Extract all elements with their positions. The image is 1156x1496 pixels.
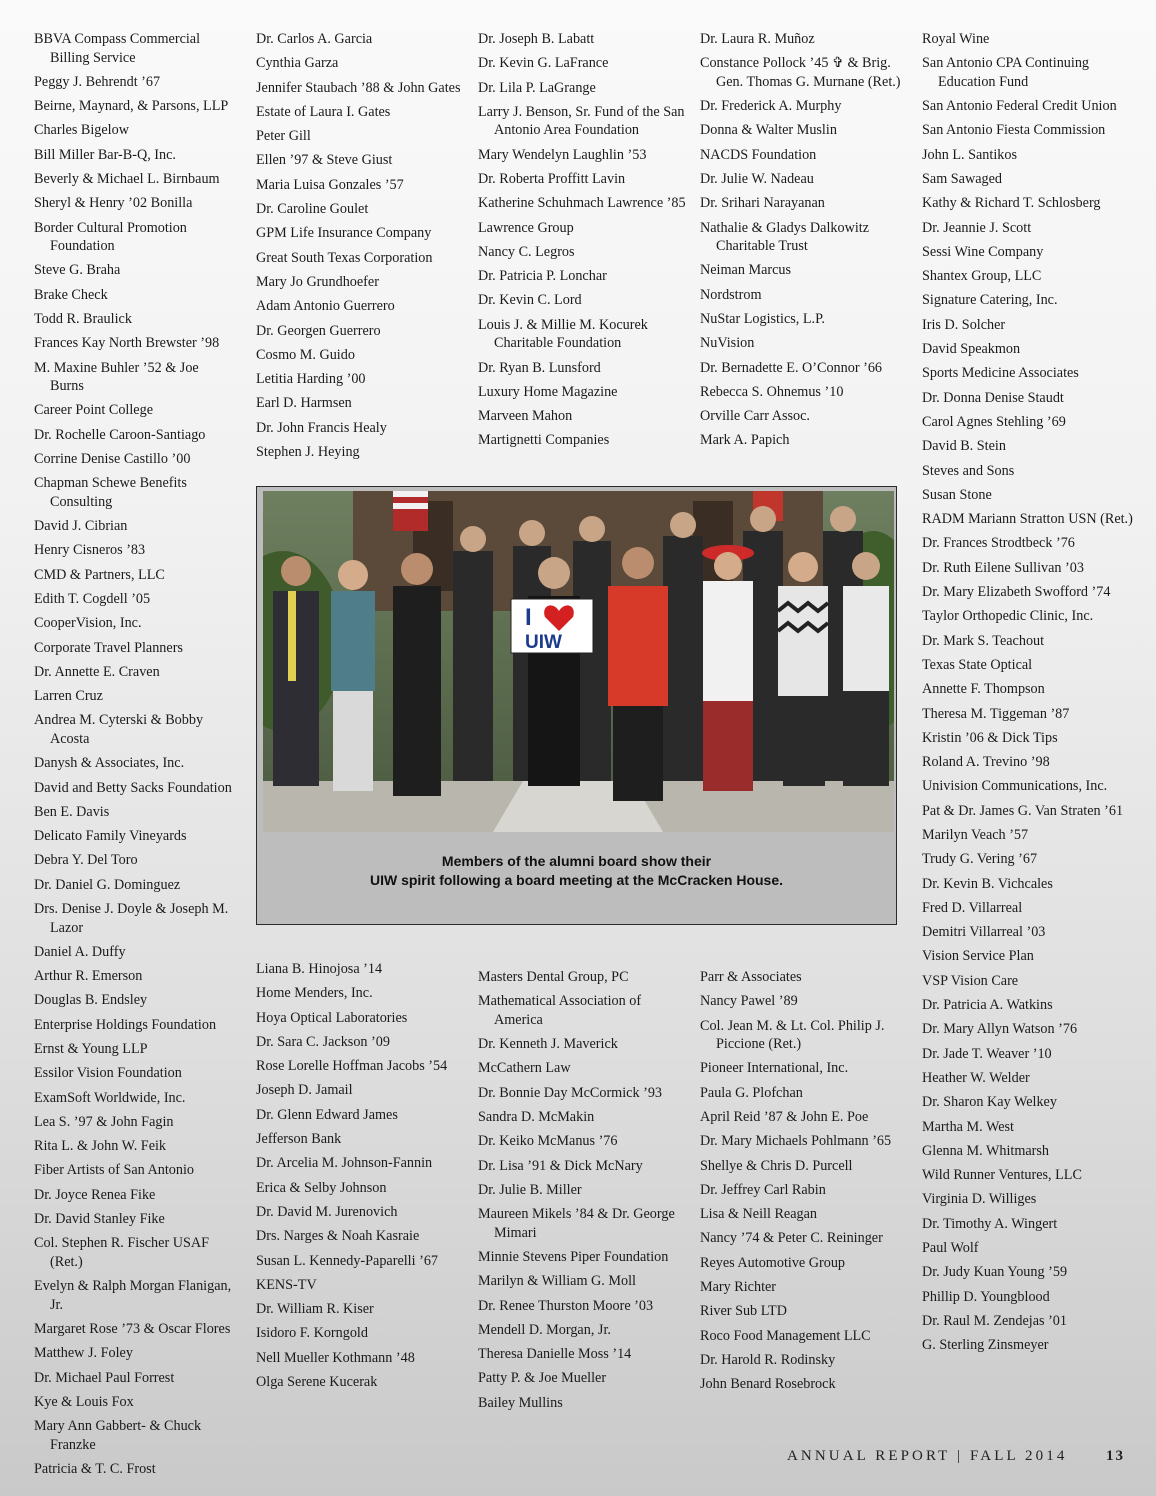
donor-name: Brake Check — [34, 286, 108, 303]
donor-list-column-4-top — [700, 30, 910, 456]
donor-name: Andrea M. Cyterski & Bobby Acosta — [34, 712, 204, 747]
donor-list-column-2-bottom — [256, 960, 466, 1397]
donor-name: Dr. Kevin C. Lord — [478, 292, 582, 309]
donor-name: Arthur R. Emerson — [34, 968, 143, 985]
donor-name: Mary Wendelyn Laughlin ’53 — [478, 146, 647, 163]
donor-name: Taylor Orthopedic Clinic, Inc. — [922, 608, 1094, 625]
donor-name: RADM Mariann Stratton USN (Ret.) — [922, 511, 1133, 528]
donor-name: San Antonio Federal Credit Union — [922, 98, 1117, 115]
donor-name: Marilyn Veach ’57 — [922, 827, 1029, 843]
donor-list-column-2-top — [256, 30, 466, 467]
donor-name: Peter Gill — [256, 128, 311, 145]
donor-name: Dr. Kevin B. Vichcales — [922, 875, 1053, 892]
donor-list-column-4-bottom — [700, 968, 910, 1400]
donor-name: Sports Medicine Associates — [922, 365, 1079, 382]
donor-name: Dr. Caroline Goulet — [256, 201, 369, 218]
donor-name: Sam Sawaged — [922, 170, 1002, 187]
donor-list-column-5 — [922, 30, 1140, 1361]
donor-name: Orville Carr Assoc. — [700, 408, 810, 425]
caption-line-2: UIW spirit following a board meeting at the McCracken House. — [369, 872, 784, 888]
donor-name: Cosmo M. Guido — [256, 346, 355, 363]
donor-name: Donna & Walter Muslin — [700, 122, 837, 139]
donor-name: Dr. Sharon Kay Welkey — [922, 1094, 1057, 1111]
donor-name: Iris D. Solcher — [922, 316, 1006, 333]
donor-name: Bill Miller Bar-B-Q, Inc. — [34, 146, 176, 163]
donor-name: Roland A. Trevino ’98 — [922, 754, 1050, 771]
donor-name: Col. Stephen R. Fischer USAF (Ret.) — [34, 1235, 209, 1270]
donor-name: Frances Kay North Brewster ’98 — [34, 335, 220, 352]
donor-name: John L. Santikos — [922, 146, 1017, 163]
donor-name: Dr. David Stanley Fike — [34, 1211, 165, 1228]
donor-name: Erica & Selby Johnson — [256, 1179, 387, 1196]
donor-name: Mary Jo Grundhoefer — [256, 273, 379, 290]
donor-name: Signature Catering, Inc. — [922, 292, 1058, 309]
donor-name: NuStar Logistics, L.P. — [700, 310, 825, 327]
donor-name: Rita L. & John W. Feik — [34, 1138, 167, 1155]
donor-name: Dr. Jeannie J. Scott — [922, 219, 1032, 236]
donor-name: Carol Agnes Stehling ’69 — [922, 413, 1066, 430]
donor-name: Dr. Renee Thurston Moore ’03 — [478, 1297, 654, 1314]
donor-name: Danysh & Associates, Inc. — [34, 755, 185, 772]
donor-name: Steves and Sons — [922, 462, 1015, 479]
donor-name: Steve G. Braha — [34, 262, 121, 279]
donor-name: Dr. Georgen Guerrero — [256, 322, 381, 339]
donor-name: Stephen J. Heying — [256, 444, 360, 461]
donor-name: David and Betty Sacks Foundation — [34, 779, 232, 796]
group-photo — [263, 491, 894, 832]
donor-name: Virginia D. Williges — [922, 1191, 1037, 1208]
donor-name: Corrine Denise Castillo ’00 — [34, 450, 191, 467]
donor-name: Col. Jean M. & Lt. Col. Philip J. Piccione (Ret.) — [700, 1017, 885, 1053]
donor-name: Dr. Kevin G. LaFrance — [478, 55, 609, 72]
donor-name: Dr. Jade T. Weaver ’10 — [922, 1045, 1052, 1062]
donor-name: Dr. Frances Strodtbeck ’76 — [922, 535, 1075, 552]
donor-name: NACDS Foundation — [700, 146, 817, 163]
donor-name: Joseph D. Jamail — [256, 1082, 353, 1099]
donor-name: Marilyn & William G. Moll — [478, 1273, 636, 1290]
donor-name: Reyes Automotive Group — [700, 1254, 846, 1271]
donor-name: Paula G. Plofchan — [700, 1084, 803, 1101]
donor-name: Nancy Pawel ’89 — [700, 993, 798, 1010]
donor-list-column-3-top — [478, 30, 688, 456]
donor-name: Dr. Carlos A. Garcia — [256, 31, 373, 47]
donor-name: Daniel A. Duffy — [34, 943, 126, 960]
donor-name: David B. Stein — [922, 438, 1006, 455]
donor-name: Dr. Roberta Proffitt Lavin — [478, 170, 626, 187]
donor-name: Nancy ’74 & Peter C. Reininger — [700, 1230, 883, 1247]
donor-name: David Speakmon — [922, 341, 1021, 358]
donor-name: Beirne, Maynard, & Parsons, LLP — [34, 98, 229, 115]
donor-name: Dr. Frederick A. Murphy — [700, 98, 842, 115]
donor-name: Career Point College — [34, 402, 153, 419]
donor-name: Paul Wolf — [922, 1240, 979, 1257]
donor-name: Nordstrom — [700, 286, 762, 303]
donor-name: Lea S. ’97 & John Fagin — [34, 1113, 174, 1130]
donor-name: Dr. Mary Michaels Pohlmann ’65 — [700, 1133, 892, 1150]
donor-name: Mark A. Papich — [700, 432, 790, 449]
donor-name: Kathy & Richard T. Schlosberg — [922, 195, 1101, 212]
donor-name: Great South Texas Corporation — [256, 249, 433, 266]
donor-name: Dr. John Francis Healy — [256, 419, 387, 436]
donor-name: Demitri Villarreal ’03 — [922, 924, 1046, 941]
donor-name: Evelyn & Ralph Morgan Flanigan, Jr. — [34, 1278, 232, 1313]
donor-name: NuVision — [700, 335, 755, 352]
donor-name: KENS-TV — [256, 1276, 317, 1293]
donor-name: Dr. Timothy A. Wingert — [922, 1215, 1058, 1232]
donor-name: Douglas B. Endsley — [34, 992, 148, 1009]
donor-name: Mary Ann Gabbert- & Chuck Franzke — [34, 1418, 202, 1453]
donor-name: Royal Wine — [922, 31, 990, 47]
donor-name: Mathematical Association of America — [478, 993, 642, 1028]
donor-name: San Antonio CPA Continuing Education Fund — [922, 55, 1090, 90]
donor-name: San Antonio Fiesta Commission — [922, 122, 1106, 139]
donor-name: Susan L. Kennedy-Paparelli ’67 — [256, 1252, 439, 1269]
sign-letter-i: I — [525, 604, 532, 631]
donor-name: Matthew J. Foley — [34, 1345, 133, 1362]
donor-name: Larry J. Benson, Sr. Fund of the San Antonio Area Foundation — [478, 103, 685, 139]
donor-name: Drs. Narges & Noah Kasraie — [256, 1228, 420, 1245]
group-photo-illustration — [263, 491, 894, 832]
photo-caption — [257, 852, 896, 890]
donor-name: VSP Vision Care — [922, 972, 1019, 989]
donor-name: Olga Serene Kucerak — [256, 1374, 378, 1391]
donor-name: Sessi Wine Company — [922, 243, 1044, 260]
donor-name: ExamSoft Worldwide, Inc. — [34, 1089, 186, 1106]
donor-name: Shellye & Chris D. Purcell — [700, 1157, 853, 1174]
donor-name: G. Sterling Zinsmeyer — [922, 1337, 1049, 1354]
donor-name: Nathalie & Gladys Dalkowitz Charitable Trust — [700, 219, 870, 255]
donor-name: Fiber Artists of San Antonio — [34, 1162, 195, 1179]
donor-name: M. Maxine Buhler ’52 & Joe Burns — [34, 359, 199, 395]
donor-name: Ellen ’97 & Steve Giust — [256, 152, 393, 169]
donor-name: Maureen Mikels ’84 & Dr. George Mimari — [478, 1206, 675, 1241]
donor-name: Dr. Keiko McManus ’76 — [478, 1133, 618, 1150]
donor-name: Edith T. Cogdell ’05 — [34, 590, 151, 607]
donor-name: John Benard Rosebrock — [700, 1376, 836, 1393]
donor-name: Susan Stone — [922, 486, 992, 503]
donor-name: Dr. David M. Jurenovich — [256, 1203, 398, 1220]
donor-name: Ben E. Davis — [34, 803, 110, 820]
donor-name: Dr. Kenneth J. Maverick — [478, 1036, 618, 1053]
donor-name: River Sub LTD — [700, 1303, 787, 1320]
donor-name: Pat & Dr. James G. Van Straten ’61 — [922, 802, 1124, 819]
donor-name: Debra Y. Del Toro — [34, 852, 138, 869]
donor-name: Enterprise Holdings Foundation — [34, 1016, 217, 1033]
donor-name: Home Menders, Inc. — [256, 985, 373, 1002]
donor-name: Dr. Mark S. Teachout — [922, 632, 1045, 649]
donor-name: Sheryl & Henry ’02 Bonilla — [34, 195, 193, 212]
donor-name: Rose Lorelle Hoffman Jacobs ’54 — [256, 1058, 448, 1075]
donor-name: Patricia & T. C. Frost — [34, 1460, 156, 1477]
donor-name: Dr. Rochelle Caroon-Santiago — [34, 426, 206, 443]
donor-name: BBVA Compass Commercial Billing Service — [34, 31, 201, 66]
caption-line-1: Members of the alumni board show their — [441, 853, 712, 869]
donor-name: David J. Cibrian — [34, 518, 128, 535]
donor-name: Marveen Mahon — [478, 408, 573, 425]
donor-name: GPM Life Insurance Company — [256, 225, 432, 242]
donor-name: Theresa Danielle Moss ’14 — [478, 1346, 632, 1363]
donor-name: Drs. Denise J. Doyle & Joseph M. Lazor — [34, 901, 229, 936]
donor-name: Hoya Optical Laboratories — [256, 1009, 408, 1026]
donor-name: Phillip D. Youngblood — [922, 1288, 1050, 1305]
donor-name: Ernst & Young LLP — [34, 1040, 148, 1057]
donor-name: Parr & Associates — [700, 969, 802, 985]
donor-name: Cynthia Garza — [256, 55, 339, 72]
donor-name: Dr. Laura R. Muñoz — [700, 31, 815, 47]
donor-name: Fred D. Villarreal — [922, 899, 1023, 916]
donor-name: Dr. Srihari Narayanan — [700, 195, 825, 212]
donor-name: Luxury Home Magazine — [478, 383, 618, 400]
donor-name: Bailey Mullins — [478, 1394, 563, 1411]
donor-name: Chapman Schewe Benefits Consulting — [34, 475, 187, 510]
sign-text-uiw: UIW — [525, 632, 562, 653]
donor-name: Mendell D. Morgan, Jr. — [478, 1321, 611, 1338]
donor-name: April Reid ’87 & John E. Poe — [700, 1108, 869, 1125]
donor-name: Dr. Sara C. Jackson ’09 — [256, 1033, 390, 1050]
donor-name: Henry Cisneros ’83 — [34, 542, 146, 559]
donor-name: Dr. Mary Allyn Watson ’76 — [922, 1021, 1078, 1038]
donor-name: Minnie Stevens Piper Foundation — [478, 1248, 669, 1265]
donor-name: Annette F. Thompson — [922, 681, 1045, 698]
donor-name: Dr. Harold R. Rodinsky — [700, 1351, 836, 1368]
donor-name: Dr. Daniel G. Dominguez — [34, 876, 181, 893]
donor-name: Todd R. Braulick — [34, 310, 132, 327]
donor-name: Trudy G. Vering ’67 — [922, 851, 1038, 868]
donor-name: Jennifer Staubach ’88 & John Gates — [256, 79, 461, 96]
donor-name: Maria Luisa Gonzales ’57 — [256, 176, 404, 193]
donor-name: Pioneer International, Inc. — [700, 1060, 849, 1077]
donor-name: Martha M. West — [922, 1118, 1014, 1135]
donor-name: Dr. Arcelia M. Johnson-Fannin — [256, 1155, 433, 1172]
donor-name: Delicato Family Vineyards — [34, 828, 187, 845]
footer-title: ANNUAL REPORT | FALL 2014 — [787, 1448, 1068, 1464]
donor-name: Liana B. Hinojosa ’14 — [256, 961, 383, 977]
donor-name: Dr. Patricia P. Lonchar — [478, 268, 607, 285]
donor-name: Isidoro F. Korngold — [256, 1325, 368, 1342]
donor-name: Dr. Judy Kuan Young ’59 — [922, 1264, 1068, 1281]
donor-name: Beverly & Michael L. Birnbaum — [34, 170, 220, 187]
donor-name: Dr. Joseph B. Labatt — [478, 31, 595, 47]
donor-name: CMD & Partners, LLC — [34, 566, 165, 583]
donor-name: Adam Antonio Guerrero — [256, 298, 395, 315]
donor-name: Estate of Laura I. Gates — [256, 103, 391, 120]
donor-name: Sandra D. McMakin — [478, 1108, 595, 1125]
donor-name: Dr. Mary Elizabeth Swofford ’74 — [922, 584, 1111, 601]
donor-name: Dr. Ruth Eilene Sullivan ’03 — [922, 559, 1084, 576]
donor-name: Neiman Marcus — [700, 262, 792, 279]
donor-name: Masters Dental Group, PC — [478, 969, 629, 985]
donor-name: Nell Mueller Kothmann ’48 — [256, 1349, 415, 1366]
donor-name: Earl D. Harmsen — [256, 395, 352, 412]
donor-name: Dr. Joyce Renea Fike — [34, 1186, 156, 1203]
donor-name: Roco Food Management LLC — [700, 1327, 871, 1344]
donor-name: Margaret Rose ’73 & Oscar Flores — [34, 1320, 231, 1337]
donor-name: Texas State Optical — [922, 656, 1033, 673]
donor-name: Heather W. Welder — [922, 1069, 1030, 1086]
donor-name: Constance Pollock ’45 ✞ & Brig. Gen. Thomas G. Murnane (Ret.) — [700, 55, 901, 90]
donor-name: Larren Cruz — [34, 688, 103, 705]
donor-name: Vision Service Plan — [922, 948, 1034, 965]
donor-name: Dr. Glenn Edward James — [256, 1106, 398, 1123]
donor-name: Dr. Lila P. LaGrange — [478, 79, 596, 96]
donor-name: Border Cultural Promotion Foundation — [34, 219, 187, 255]
donor-name: Dr. Annette E. Craven — [34, 663, 160, 680]
donor-name: Dr. Julie W. Nadeau — [700, 170, 814, 187]
donor-name: Jefferson Bank — [256, 1131, 342, 1148]
donor-name: Theresa M. Tiggeman ’87 — [922, 705, 1070, 722]
donor-name: Patty P. & Joe Mueller — [478, 1370, 607, 1387]
donor-name: Dr. Patricia A. Watkins — [922, 997, 1053, 1014]
donor-name: Essilor Vision Foundation — [34, 1065, 182, 1082]
donor-name: Lisa & Neill Reagan — [700, 1206, 818, 1223]
donor-name: Dr. Michael Paul Forrest — [34, 1369, 175, 1386]
donor-list-column-1 — [34, 30, 234, 1484]
donor-name: Shantex Group, LLC — [922, 268, 1042, 285]
donor-name: Rebecca S. Ohnemus ’10 — [700, 383, 844, 400]
donor-name: Martignetti Companies — [478, 432, 610, 449]
donor-name: Dr. Raul M. Zendejas ’01 — [922, 1312, 1067, 1329]
donor-name: Kye & Louis Fox — [34, 1393, 134, 1410]
donor-name: Katherine Schuhmach Lawrence ’85 — [478, 195, 686, 212]
donor-name: McCathern Law — [478, 1060, 571, 1077]
donor-name: Dr. Lisa ’91 & Dick McNary — [478, 1157, 643, 1174]
donor-name: Peggy J. Behrendt ’67 — [34, 73, 161, 90]
photo-figure — [256, 486, 897, 925]
donor-name: Dr. William R. Kiser — [256, 1301, 374, 1318]
donor-name: Dr. Donna Denise Staudt — [922, 389, 1064, 406]
donor-name: Glenna M. Whitmarsh — [922, 1142, 1050, 1159]
donor-name: Univision Communications, Inc. — [922, 778, 1108, 795]
donor-name: Wild Runner Ventures, LLC — [922, 1167, 1082, 1184]
donor-name: Dr. Bonnie Day McCormick ’93 — [478, 1084, 663, 1101]
donor-name: Louis J. & Millie M. Kocurek Charitable Foundation — [478, 316, 648, 352]
donor-name: Charles Bigelow — [34, 122, 129, 139]
donor-name: Mary Richter — [700, 1279, 777, 1296]
donor-name: Dr. Ryan B. Lunsford — [478, 359, 601, 376]
donor-name: Nancy C. Legros — [478, 243, 575, 260]
donor-name: Letitia Harding ’00 — [256, 371, 366, 388]
donor-name: Dr. Jeffrey Carl Rabin — [700, 1181, 826, 1198]
page-number: 13 — [1106, 1448, 1125, 1464]
donor-name: Dr. Julie B. Miller — [478, 1181, 582, 1198]
donor-list-column-3-bottom — [478, 968, 688, 1418]
donor-name: Lawrence Group — [478, 219, 574, 236]
donor-name: Kristin ’06 & Dick Tips — [922, 729, 1058, 746]
donor-name: Corporate Travel Planners — [34, 639, 183, 656]
donor-name: CooperVision, Inc. — [34, 615, 142, 632]
donor-name: Dr. Bernadette E. O’Connor ’66 — [700, 359, 883, 376]
